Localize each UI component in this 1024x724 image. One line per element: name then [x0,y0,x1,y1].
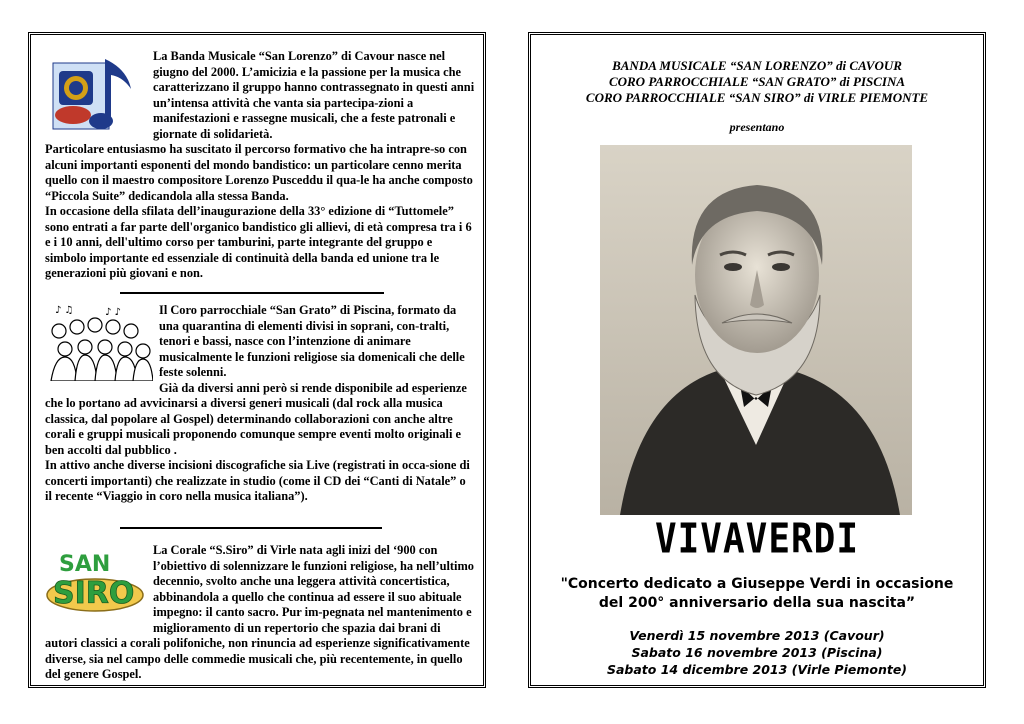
organizers-list [531,58,983,106]
svg-text:♪ ♪: ♪ ♪ [105,307,121,318]
organizer-line: CORO PARROCCHIALE “SAN GRATO” di PISCINA [608,74,906,89]
subtitle-line: del 200° anniversario della sua nascita” [598,595,916,611]
siro-logo-text-2: SIRO [53,576,135,611]
presentano-label: presentano [729,120,785,134]
choir-illustration-icon [45,303,153,381]
banda-section [45,49,475,282]
siro-section [45,543,475,683]
siro-logo-text-1: SAN [59,552,111,577]
subtitle-line: "Concerto dedicato a Giuseppe Verdi in occasione [560,576,954,592]
left-panel [28,32,486,688]
date-line: Sabato 14 dicembre 2013 (Virle Piemonte) [606,662,908,677]
san-siro-logo-icon [45,543,147,623]
coro-section [45,303,475,505]
date-line: Sabato 16 novembre 2013 (Piscina) [631,645,883,660]
siro-intro: La Corale “S.Siro” di Virle nata agli inizi del ‘900 con l’obiettivo di solennizzare le funzioni religiose, ha nell’ultimo decennio, svolto anche una leggera attività concertistica, abbinandola a quello che continua ad essere il suo abituale impegno: il canto sacro. Pur im-pegnata nel mantenimento e miglioramento di un repertorio che spazia dai brani di autori classici a corali polifoniche, non rinuncia ad esperienze significativamente diverse, sia nel campo delle commedie musicali che, più recentemente, in quello del genere Gospel. [45,543,474,681]
organizer-line: BANDA MUSICALE “SAN LORENZO” di CAVOUR [612,58,902,73]
coro-intro: Il Coro parrocchiale “San Grato” di Piscina, formato da una quarantina di elementi divisi in soprani, con-tralti, tenori e bassi, nasce con l’intenzione di animare musicalmente le funzioni religiose sia domenicali che delle feste solenni. [159,303,465,379]
right-panel [528,32,986,688]
banda-logo-icon [45,49,145,137]
coro-paragraph-2: Già da diversi anni però si rende disponibile ad esperienze che lo portano ad avvicinarsi a diversi generi musicali (dal rock alla musica classica, dal popolare al Gospel) determinando collaborazioni con anche altre corali e gruppi musicali proponendo comunque sempre eventi molto originali e ben accolti dal pubblico . [45,380,467,457]
section-divider [120,292,384,294]
date-line: Venerdì 15 novembre 2013 (Cavour) [629,628,885,643]
verdi-portrait-image [600,145,912,515]
event-title: VIVAVERDI [654,515,860,563]
section-divider [120,527,382,529]
event-dates [531,627,983,678]
banda-paragraph-2: Particolare entusiasmo ha suscitato il percorso formativo che ha intrapre-so con alcuni importanti esponenti del mondo bandistico: un particolare cenno merita quello con il maestro compositore Lorenzo Pusceddu il qua-le ha anche composto “Piccola Suite” dedicandola alla stessa Banda. [45,142,473,203]
coro-paragraph-3: In attivo anche diverse incisioni discografiche sia Live (registrati in occa-sione di concerti importanti) che realizzate in studio (come il CD dei “Canti di Natale” o il recente “Viaggio in coro nella musica italiana”). [45,458,470,503]
svg-text:♪ ♫: ♪ ♫ [55,305,74,316]
organizer-line: CORO PARROCCHIALE “SAN SIRO” di VIRLE PIEMONTE [585,90,929,105]
banda-paragraph-3: In occasione della sfilata dell’inaugurazione della 33° edizione di “Tuttomele” sono entrati a far parte dell'organico bandistico gli allievi, di età compresa tra i 6 e i 10 anni, dell'ultimo corso per tamburini, parte integrante del gruppo e simbolo importante ed essenziale di continuità della banda ed unione tra le generazioni più giovani e non. [45,204,472,280]
banda-intro: La Banda Musicale “San Lorenzo” di Cavour nasce nel giugno del 2000. L’amicizia e la passione per la musica che caratterizzano il gruppo hanno contrassegnato in questi anni un’intensa attività che vanta sia partecipa-zioni a manifestazioni e rassegne musicali, che a feste patronali e giornate di solidarietà. [153,49,475,141]
event-subtitle [531,575,983,613]
